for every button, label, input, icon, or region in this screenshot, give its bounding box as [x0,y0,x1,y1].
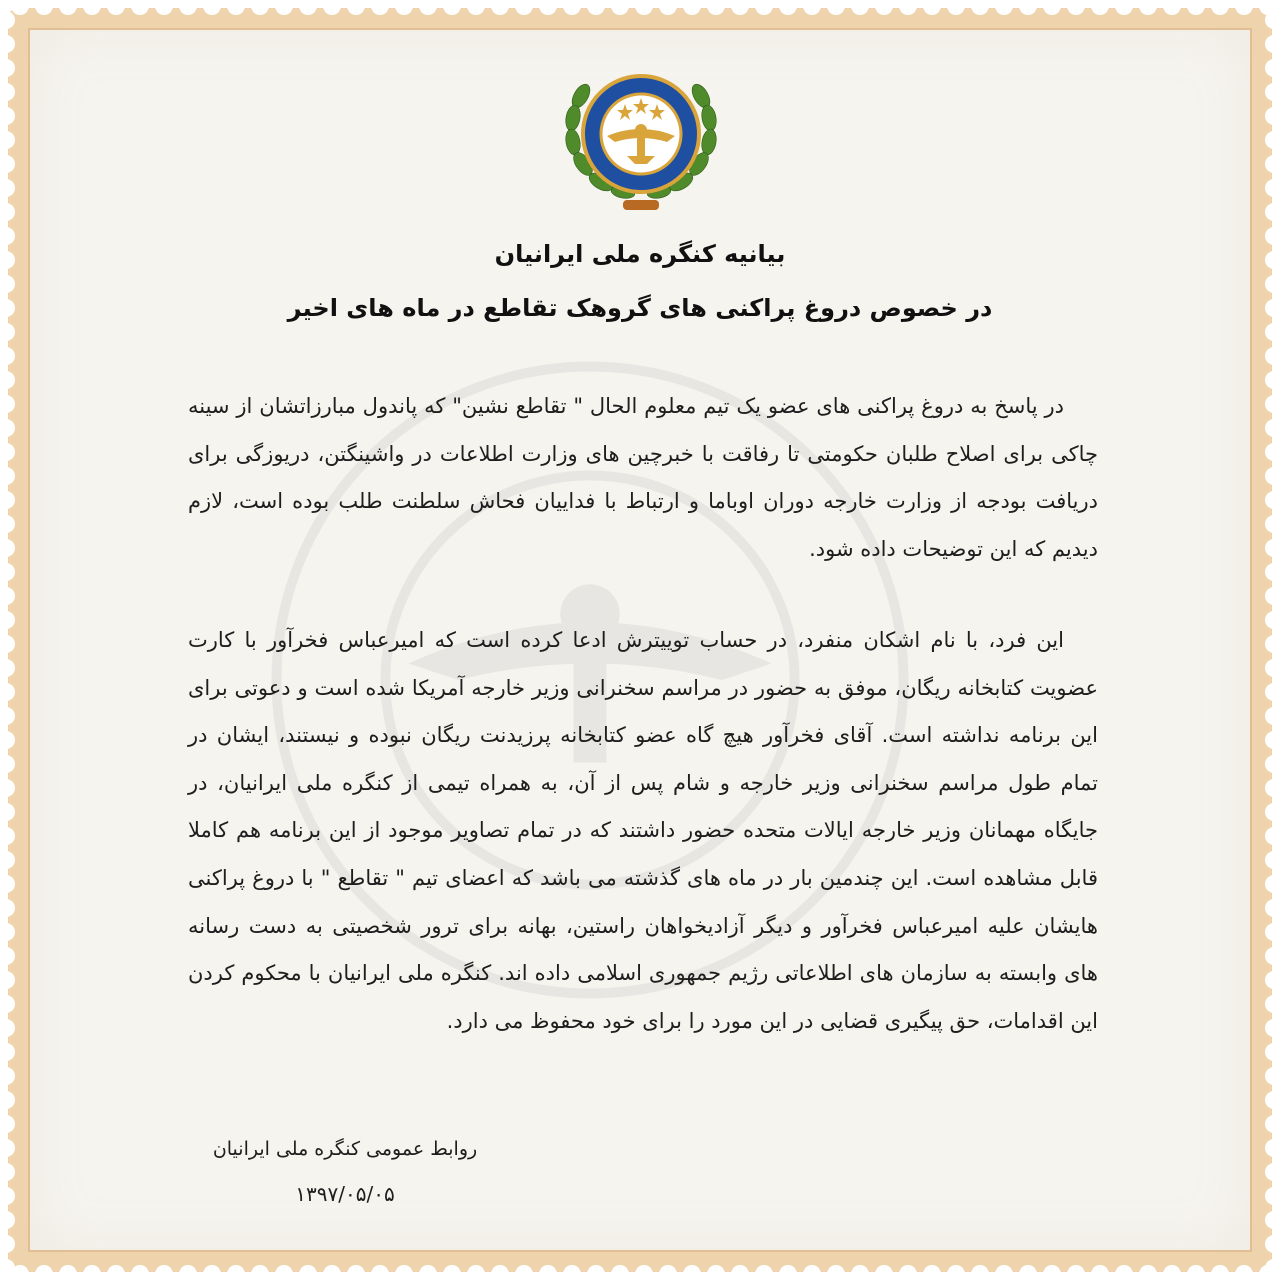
statement-subtitle: در خصوص دروغ پراکنی های گروهک تقاطع در ماه های اخیر [287,294,993,322]
body-paragraph [188,383,1098,573]
statement-title: بیانیه کنگره ملی ایرانیان [494,240,786,268]
paragraph-text: این فرد، با نام اشکان منفرد، در حساب توییترش ادعا کرده است که امیرعباس فخرآور با کارت عضویت کتابخانه ریگان، موفق به حضور در مراسم سخنرانی وزیر خارجه آمریکا شده است و دعوتی برای این برنامه نداشته است. آقای فخرآور هیچ گاه عضو کتابخانه پرزیدنت ریگان نبوده و نیستند، ایشان در تمام طول مراسم سخنرانی وزیر خارجه و شام پس از آن، به همراه تیمی از کنگره ملی ایرانیان، در جایگاه مهمانان وزیر خارجه ایالات متحده حضور داشتند که در تمام تصاویر موجود از این برنامه هم کاملا قابل مشاهده است. این چندمین بار در ماه های گذشته می باشد که اعضای تیم " تقاطع " با دروغ پراکنی هایشان علیه امیرعباس فخرآور و دیگر آزادیخواهان راستین، بهانه برای ترور شخصیتی به دست رسانه های وابسته به سازمان های اطلاعاتی رژیم جمهوری اسلامی داده اند. کنگره ملی ایرانیان با محکوم کردن این اقدامات، حق پیگیری قضایی در این مورد را برای خود محفوظ می دارد. [188,628,1098,1033]
signature-org: روابط عمومی کنگره ملی ایرانیان [212,1138,478,1160]
national-iranian-congress-logo [551,56,731,216]
paragraph-text: در پاسخ به دروغ پراکنی های عضو یک تیم معلوم الحال " تقاطع نشین" که پاندول مبارزاتشان از سینه چاکی برای اصلاح طلبان حکومتی تا رفاقت با خبرچین های وزارت اطلاعات در واشینگتن، دریوزگی برای دریافت بودجه از وزارت خارجه دوران اوباما و ارتباط با فداییان فحاش سلطنت طلب بوده است، لازم دیدیم که این توضیحات داده شود. [188,394,1098,561]
signature-date: ۱۳۹۷/۰۵/۰۵ [295,1182,395,1206]
body-paragraph [188,617,1098,1045]
